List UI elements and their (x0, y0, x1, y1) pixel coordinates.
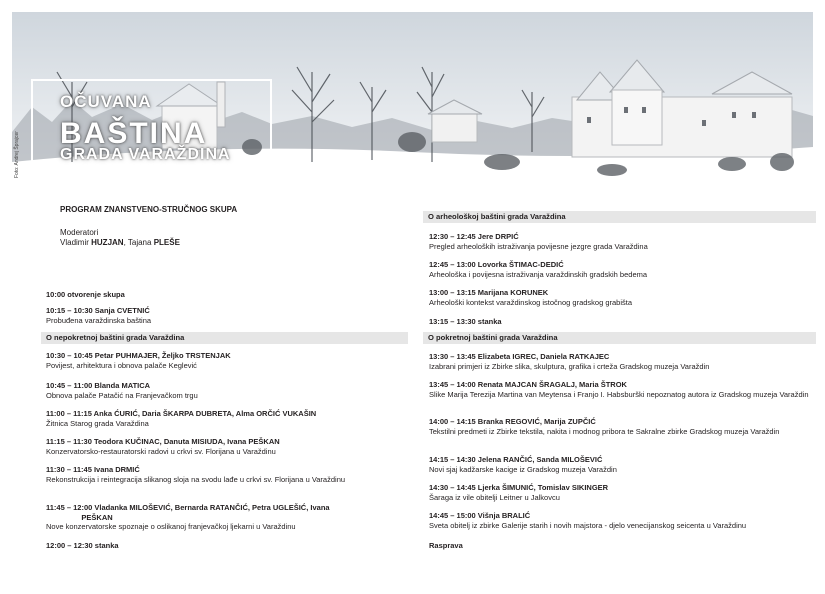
moderators-label: Moderatori (60, 228, 99, 237)
item-time: 11:15 – 11:30 Teodora KUČINAC, Danuta MISIUDA, Ivana PEŠKAN (46, 437, 280, 446)
title-line-1: OČUVANA (60, 92, 152, 111)
item-time: 10:15 – 10:30 Sanja CVETNIĆ (46, 306, 150, 315)
item-desc: Arheološka i povijesna istraživanja varaždinskih gradskih bedema (429, 269, 648, 279)
item-time: 14:00 – 14:15 Branka REGOVIĆ, Marija ZUPČIĆ (429, 417, 596, 426)
item-desc: Povijest, arhitektura i obnova palače Keglević (46, 360, 197, 370)
break: 13:15 – 13:30 stanka (429, 317, 502, 326)
item-desc: Šaraga iz vile obitelji Leitner u Jalkovcu (429, 492, 560, 502)
item-desc: Obnova palače Patačić na Franjevačkom trgu (46, 390, 198, 400)
section-header: O arheološkoj baštini grada Varaždina (423, 211, 816, 223)
item-desc: Slike Marija Terezija Martina van Meytensa i Franjo I. Habsburški nepoznatog autora iz Gradskog muzeja Varaždin (429, 389, 809, 399)
list-item (429, 288, 809, 307)
item-desc: Probuđena varaždinska baština (46, 315, 152, 325)
list-item (46, 437, 391, 456)
item-time: 14:30 – 14:45 Ljerka ŠIMUNIĆ, Tomislav SIKINGER (429, 483, 609, 492)
item-time: 11:00 – 11:15 Anka ĆURIĆ, Daria ŠKARPA DUBRETA, Alma ORČIĆ VUKAŠIN (46, 409, 317, 418)
item-time: 13:00 – 13:15 Marijana KORUNEK (429, 288, 549, 297)
item-desc: Novi sjaj kadžarske kacige iz Gradskog muzeja Varaždin (429, 464, 617, 474)
item-time: 12:45 – 13:00 Lovorka ŠTIMAC-DEDIĆ (429, 260, 564, 269)
item-time: 14:15 – 14:30 Jelena RANČIĆ, Sanda MILOŠEVIĆ (429, 455, 603, 464)
item-time: 14:45 – 15:00 Višnja BRALIĆ (429, 511, 531, 520)
list-item (46, 351, 391, 370)
item-desc: Konzervatorsko-restauratorski radovi u crkvi sv. Florijana u Varaždinu (46, 446, 276, 456)
item-desc: Rekonstrukcija i reintegracija slikanog sloja na svodu lađe u crkvi sv. Florijana u Varaždinu (46, 474, 346, 484)
opening: 10:00 otvorenje skupa (46, 290, 125, 299)
item-desc: Sveta obitelj iz zbirke Galerije starih i novih majstora - djelo venecijanskog seicenta u Varaždinu (429, 520, 747, 530)
list-item (46, 503, 391, 532)
item-time: 13:30 – 13:45 Elizabeta IGREC, Daniela RATKAJEC (429, 352, 610, 361)
list-item (429, 352, 809, 371)
closing: Rasprava (429, 541, 463, 550)
item-desc: Žitnica Starog grada Varaždina (46, 418, 149, 428)
moderator-1-surname: HUZJAN (91, 238, 124, 247)
item-time: 10:45 – 11:00 Blanda MATICA (46, 381, 151, 390)
program-heading: PROGRAM ZNANSTVENO-STRUČNOG SKUPA (60, 205, 238, 214)
item-desc: Pregled arheoloških istraživanja povijesne jezgre grada Varaždina (429, 241, 648, 251)
item-time: 12:30 – 12:45 Jere DRPIĆ (429, 232, 519, 241)
list-item (429, 511, 809, 530)
item-time: 11:30 – 11:45 Ivana DRMIĆ (46, 465, 140, 474)
moderator-2-surname: PLEŠE (153, 238, 180, 247)
photo-credit: Foto: Andrej Šprajcer (14, 131, 20, 178)
list-item (429, 232, 809, 251)
moderators-names (60, 238, 180, 247)
list-item (429, 483, 809, 502)
moderator-1-first: Vladimir (60, 238, 92, 247)
item-time: 11:45 – 12:00 Vladanka MILOŠEVIĆ, Bernarda RATANČIĆ, Petra UGLEŠIĆ, Ivana PEŠKAN (46, 503, 330, 522)
section-header: O pokretnoj baštini grada Varaždina (423, 332, 816, 344)
list-item (46, 465, 391, 484)
title-line-3: GRADA VARAŽDINA (60, 146, 231, 163)
break: 12:00 – 12:30 stanka (46, 541, 119, 550)
list-item (429, 455, 809, 474)
list-item (46, 409, 391, 428)
list-item (429, 380, 809, 399)
list-item (429, 417, 809, 436)
list-item (429, 260, 809, 279)
item-time: 10:30 – 10:45 Petar PUHMAJER, Željko TRSTENJAK (46, 351, 231, 360)
item-time: 13:45 – 14:00 Renata MAJCAN ŠRAGALJ, Maria ŠTROK (429, 380, 627, 389)
item-desc: Nove konzervatorske spoznaje o oslikanoj franjevačkoj ljekarni u Varaždinu (46, 522, 296, 531)
item-desc: Arheološki kontekst varaždinskog istočnog gradskog grabišta (429, 297, 633, 307)
item-desc: Izabrani primjeri iz Zbirke slika, skulptura, grafika i crteža Gradskog muzeja Varaždin (429, 361, 710, 371)
moderator-2-first: , Tajana (123, 238, 154, 247)
list-item (46, 306, 366, 325)
section-header: O nepokretnoj baštini grada Varaždina (41, 332, 408, 344)
item-desc: Tekstilni predmeti iz Zbirke tekstila, nakita i modnog pribora te Sakralne zbirke Gradskog muzeja Varaždin (429, 426, 780, 436)
list-item (46, 381, 391, 400)
title-line-2: BAŠTINA (60, 117, 208, 150)
